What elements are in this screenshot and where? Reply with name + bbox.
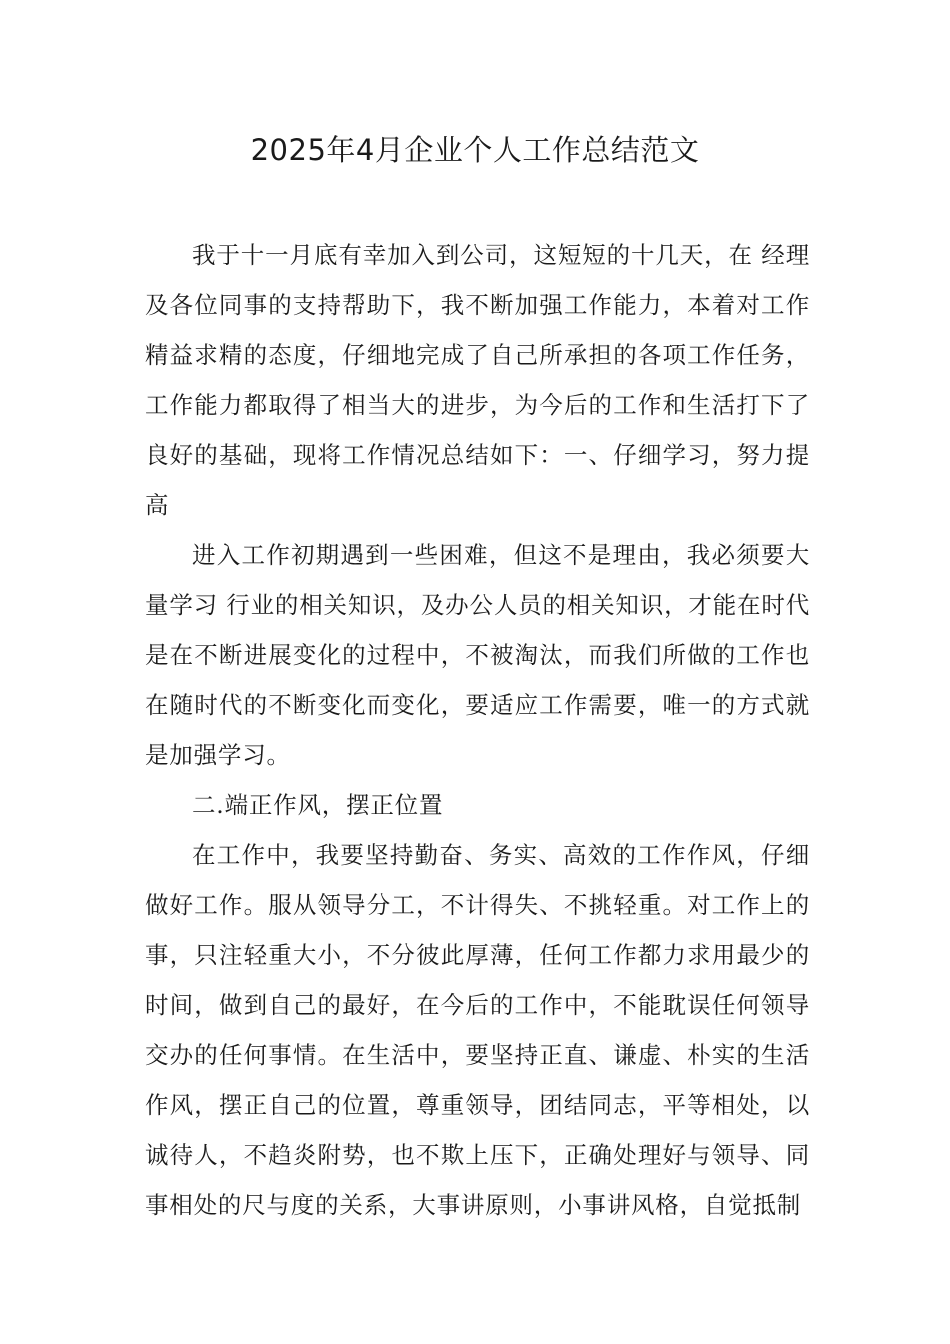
paragraph-attitude: 在工作中，我要坚持勤奋、务实、高效的工作作风，仔细做好工作。服从领导分工，不计得失、不挑轻重。对工作上的事，只注轻重大小，不分彼此厚薄，任何工作都力求用最少的时间，做到自己的最好，在今后的工作中，不能耽误任何领导交办的任何事情。在生活中，要坚持正直、谦虚、朴实的生活作风，摆正自己的位置，尊重领导，团结同志，平等相处，以诚待人，不趋炎附势，也不欺上压下，正确处理好与领导、同事相处的尺与度的关系，大事讲原则，小事讲风格，自觉抵制 — [145, 841, 810, 1219]
document-body — [145, 230, 810, 1230]
paragraph-learning: 进入工作初期遇到一些困难，但这不是理由，我必须要大量学习 行业的相关知识，及办公人员的相关知识，才能在时代是在不断进展变化的过程中，不被淘汰，而我们所做的工作也在随时代的不断变化而变化，要适应工作需要，唯一的方式就是加强学习。 — [145, 541, 810, 769]
section-heading-attitude: 二.端正作风，摆正位置 — [192, 791, 444, 819]
paragraph-intro: 我于十一月底有幸加入到公司，这短短的十几天，在 经理及各位同事的支持帮助下，我不断加强工作能力，本着对工作精益求精的态度，仔细地完成了自己所承担的各项工作任务，工作能力都取得了相当大的进步，为今后的工作和生活打下了良好的基础，现将工作情况总结如下：一、仔细学习，努力提高 — [145, 241, 810, 519]
document-title: 2025年4月企业个人工作总结范文 — [250, 133, 700, 167]
